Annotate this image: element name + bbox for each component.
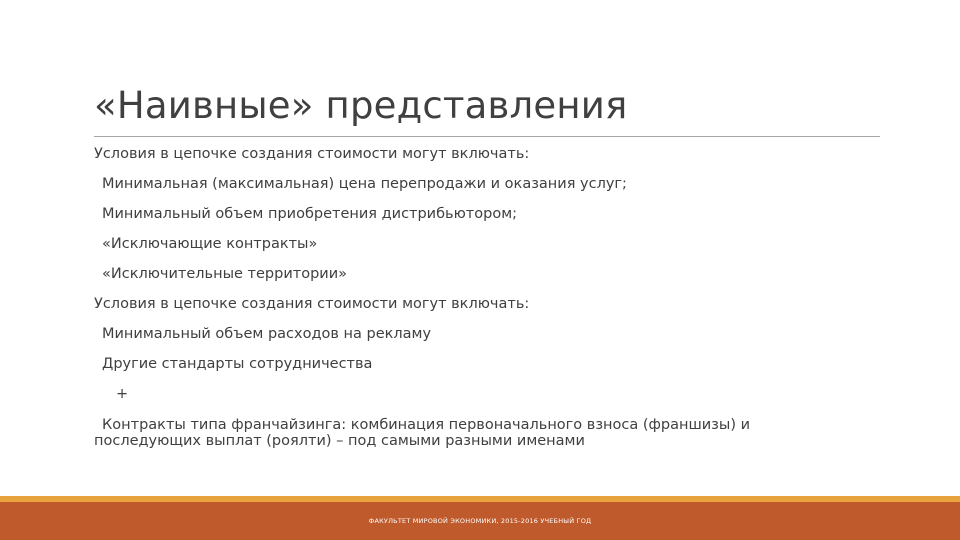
title-divider <box>94 136 880 137</box>
body-line-exclusive-contracts: «Исключающие контракты» <box>102 236 318 252</box>
body-line-advertising: Минимальный объем расходов на рекламу <box>102 326 432 342</box>
body-line-conditions-heading-2: Условия в цепочке создания стоимости могут включать: <box>94 296 530 312</box>
slide-title: «Наивные» представления <box>94 84 628 127</box>
body-line-exclusive-territories: «Исключительные территории» <box>102 266 347 282</box>
body-line-plus: + <box>116 386 129 402</box>
body-line-min-volume: Минимальный объем приобретения дистрибьютором; <box>102 206 518 222</box>
body-line-conditions-heading: Условия в цепочке создания стоимости могут включать: <box>94 146 530 162</box>
body-line-franchising: Контракты типа франчайзинга: комбинация первоначального взноса (франшизы) и последующих выплат (роялти) – под самыми разными именами <box>94 417 751 449</box>
body-line-other-standards: Другие стандарты сотрудничества <box>102 356 373 372</box>
body-line-resale-price: Минимальная (максимальная) цена перепродажи и оказания услуг; <box>102 176 627 192</box>
footer-text: ФАКУЛЬТЕТ МИРОВОЙ ЭКОНОМИКИ, 2015-2016 УЧЕБНЫЙ ГОД <box>368 517 592 525</box>
